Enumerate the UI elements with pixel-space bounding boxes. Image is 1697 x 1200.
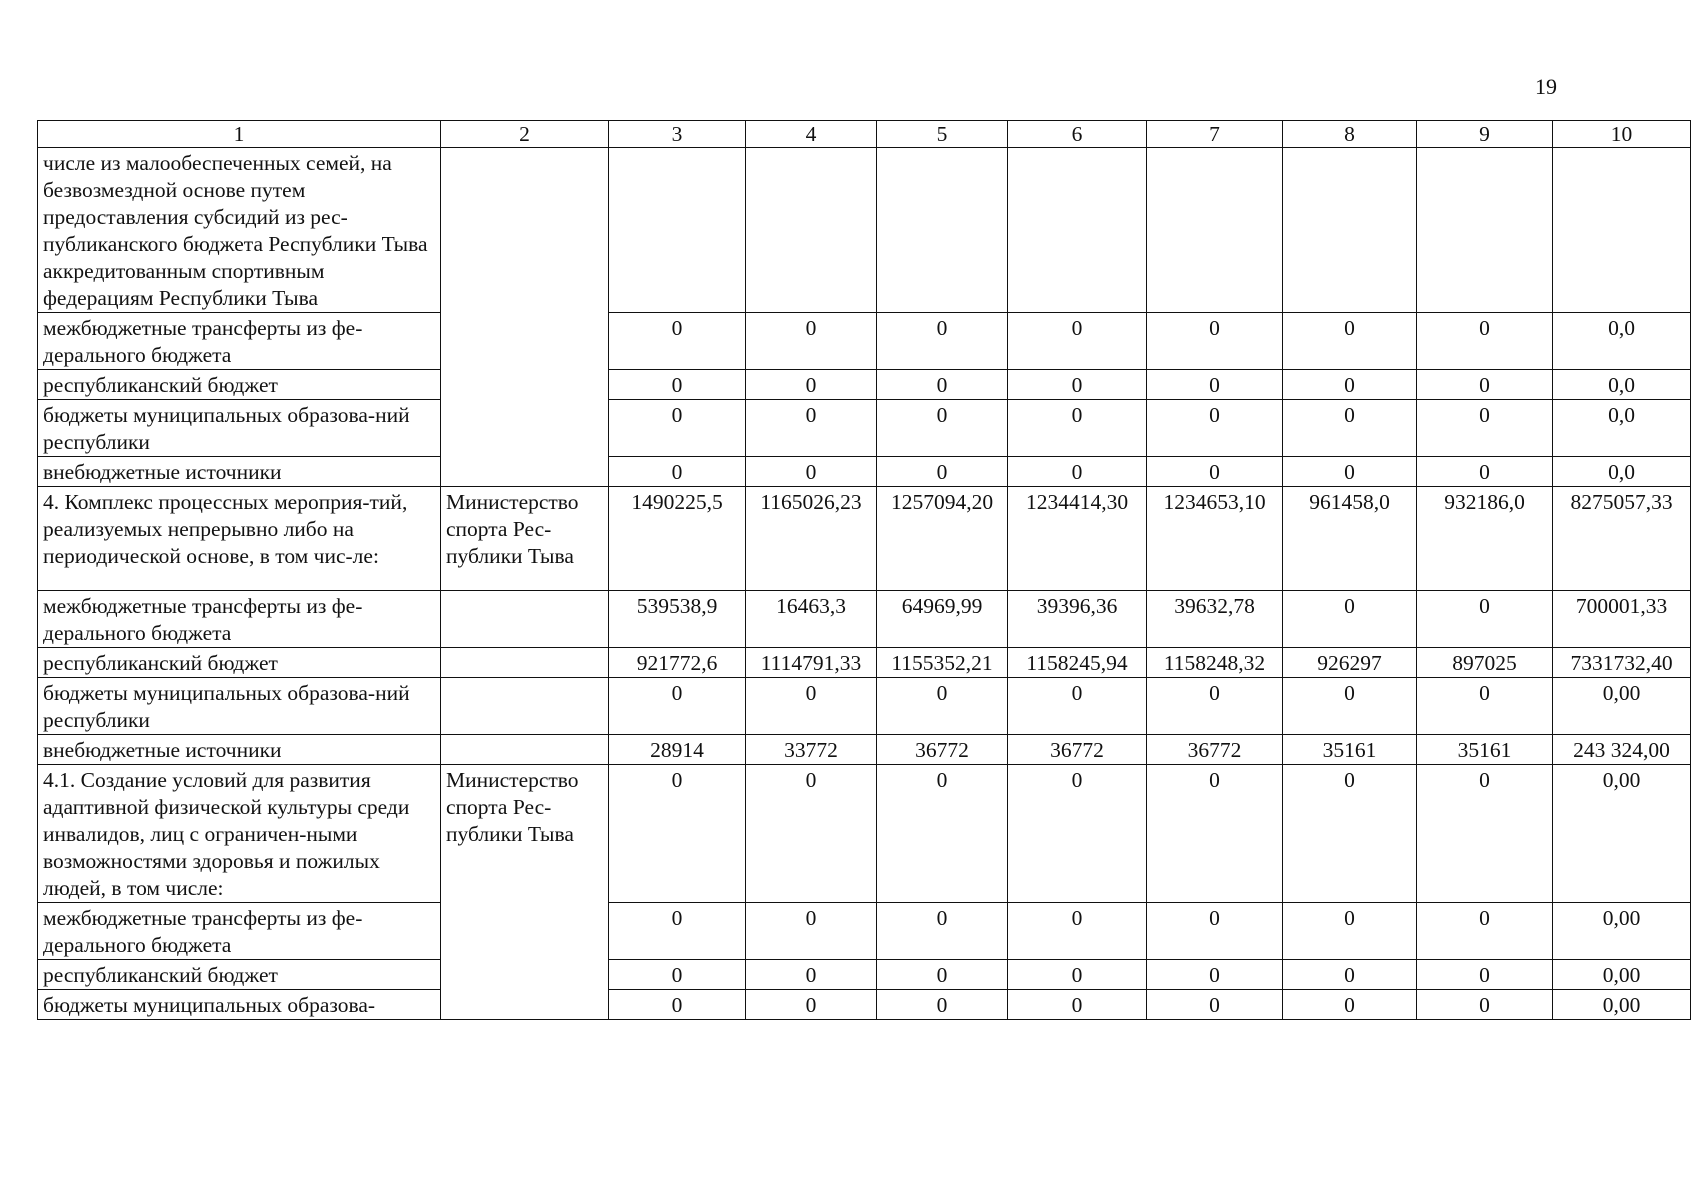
value-cell-col-8: 0 [1283, 678, 1417, 735]
value-cell-col-4: 0 [746, 765, 877, 903]
value-cell-col-7: 1234653,10 [1147, 487, 1283, 591]
value-cell-col-5: 64969,99 [877, 591, 1008, 648]
executor-cell [441, 148, 609, 487]
executor-cell [441, 648, 609, 678]
value-cell-col-9: 35161 [1417, 735, 1553, 765]
value-cell-col-10: 0,00 [1553, 903, 1691, 960]
table-row [38, 591, 1691, 648]
header-cell: 5 [877, 121, 1008, 148]
value-cell-col-6: 1158245,94 [1008, 648, 1147, 678]
value-cell-col-9: 0 [1417, 678, 1553, 735]
header-cell: 2 [441, 121, 609, 148]
value-cell-col-7 [1147, 148, 1283, 313]
value-cell-col-7: 0 [1147, 678, 1283, 735]
value-cell-col-5: 1155352,21 [877, 648, 1008, 678]
value-cell-col-8: 0 [1283, 765, 1417, 903]
value-cell-col-10: 0,00 [1553, 765, 1691, 903]
value-cell-col-5: 0 [877, 457, 1008, 487]
table-row [38, 990, 1691, 1020]
value-cell-col-4: 0 [746, 457, 877, 487]
table-row [38, 960, 1691, 990]
value-cell-col-7: 0 [1147, 990, 1283, 1020]
value-cell-col-10: 0,00 [1553, 990, 1691, 1020]
value-cell-col-4: 0 [746, 960, 877, 990]
row-label: республиканский бюджет [38, 648, 441, 678]
value-cell-col-4: 0 [746, 370, 877, 400]
value-cell-col-6: 39396,36 [1008, 591, 1147, 648]
value-cell-col-10: 0,00 [1553, 678, 1691, 735]
row-label: внебюджетные источники [38, 457, 441, 487]
row-label: республиканский бюджет [38, 960, 441, 990]
row-label: 4.1. Создание условий для развития адаптивной физической культуры среди инвалидов, лиц с ограничен-ными возможностями здоровья и пожилых людей, в том числе: [38, 765, 441, 903]
value-cell-col-9: 0 [1417, 457, 1553, 487]
value-cell-col-5: 0 [877, 370, 1008, 400]
value-cell-col-7: 0 [1147, 313, 1283, 370]
value-cell-col-7: 39632,78 [1147, 591, 1283, 648]
value-cell-col-8: 0 [1283, 591, 1417, 648]
value-cell-col-5: 0 [877, 960, 1008, 990]
value-cell-col-4: 16463,3 [746, 591, 877, 648]
value-cell-col-5: 0 [877, 400, 1008, 457]
header-cell: 4 [746, 121, 877, 148]
value-cell-col-8: 0 [1283, 370, 1417, 400]
value-cell-col-6: 0 [1008, 765, 1147, 903]
value-cell-col-4: 0 [746, 990, 877, 1020]
value-cell-col-3: 0 [609, 370, 746, 400]
table-row [38, 370, 1691, 400]
value-cell-col-10: 8275057,33 [1553, 487, 1691, 591]
value-cell-col-5: 0 [877, 903, 1008, 960]
value-cell-col-5: 0 [877, 990, 1008, 1020]
header-row [38, 121, 1691, 148]
header-cell: 3 [609, 121, 746, 148]
row-label: 4. Комплекс процессных мероприя-тий, реализуемых непрерывно либо на периодической основе, в том чис-ле: [38, 487, 441, 591]
value-cell-col-5: 0 [877, 765, 1008, 903]
value-cell-col-6: 0 [1008, 370, 1147, 400]
value-cell-col-7: 1158248,32 [1147, 648, 1283, 678]
value-cell-col-7: 0 [1147, 903, 1283, 960]
value-cell-col-10: 0,0 [1553, 313, 1691, 370]
value-cell-col-9: 0 [1417, 903, 1553, 960]
value-cell-col-10: 0,0 [1553, 400, 1691, 457]
value-cell-col-7: 36772 [1147, 735, 1283, 765]
value-cell-col-6: 0 [1008, 678, 1147, 735]
value-cell-col-7: 0 [1147, 457, 1283, 487]
header-cell: 7 [1147, 121, 1283, 148]
value-cell-col-3: 0 [609, 313, 746, 370]
value-cell-col-9: 0 [1417, 765, 1553, 903]
value-cell-col-6: 0 [1008, 990, 1147, 1020]
header-cell: 8 [1283, 121, 1417, 148]
value-cell-col-10 [1553, 148, 1691, 313]
row-label: межбюджетные трансферты из фе-дерального бюджета [38, 903, 441, 960]
executor-cell: Министерство спорта Рес-публики Тыва [441, 487, 609, 591]
value-cell-col-6: 0 [1008, 457, 1147, 487]
header-cell: 9 [1417, 121, 1553, 148]
value-cell-col-4 [746, 148, 877, 313]
header-cell: 1 [38, 121, 441, 148]
value-cell-col-4: 1114791,33 [746, 648, 877, 678]
table-row [38, 313, 1691, 370]
value-cell-col-5: 36772 [877, 735, 1008, 765]
table-body [38, 121, 1691, 1020]
row-label: бюджеты муниципальных образова- [38, 990, 441, 1020]
value-cell-col-8: 0 [1283, 457, 1417, 487]
row-label: межбюджетные трансферты из фе-дерального бюджета [38, 591, 441, 648]
value-cell-col-7: 0 [1147, 370, 1283, 400]
value-cell-col-3: 921772,6 [609, 648, 746, 678]
table-row [38, 735, 1691, 765]
row-label: республиканский бюджет [38, 370, 441, 400]
value-cell-col-10: 700001,33 [1553, 591, 1691, 648]
value-cell-col-4: 1165026,23 [746, 487, 877, 591]
value-cell-col-9: 897025 [1417, 648, 1553, 678]
table-row [38, 487, 1691, 591]
table-row [38, 678, 1691, 735]
value-cell-col-6: 1234414,30 [1008, 487, 1147, 591]
value-cell-col-3 [609, 148, 746, 313]
row-label: бюджеты муниципальных образова-ний республики [38, 678, 441, 735]
value-cell-col-9: 0 [1417, 313, 1553, 370]
value-cell-col-8: 0 [1283, 903, 1417, 960]
value-cell-col-4: 0 [746, 313, 877, 370]
value-cell-col-6: 0 [1008, 903, 1147, 960]
value-cell-col-4: 33772 [746, 735, 877, 765]
table-row [38, 148, 1691, 313]
value-cell-col-3: 28914 [609, 735, 746, 765]
table-row [38, 648, 1691, 678]
value-cell-col-6: 0 [1008, 400, 1147, 457]
value-cell-col-9: 0 [1417, 960, 1553, 990]
value-cell-col-5: 0 [877, 313, 1008, 370]
value-cell-col-8: 0 [1283, 400, 1417, 457]
value-cell-col-9: 0 [1417, 990, 1553, 1020]
value-cell-col-8: 961458,0 [1283, 487, 1417, 591]
value-cell-col-10: 243 324,00 [1553, 735, 1691, 765]
value-cell-col-5: 0 [877, 678, 1008, 735]
row-label: межбюджетные трансферты из фе-дерального бюджета [38, 313, 441, 370]
table-row [38, 400, 1691, 457]
executor-cell [441, 591, 609, 648]
value-cell-col-8: 926297 [1283, 648, 1417, 678]
value-cell-col-8: 0 [1283, 313, 1417, 370]
value-cell-col-5: 1257094,20 [877, 487, 1008, 591]
value-cell-col-6: 0 [1008, 960, 1147, 990]
value-cell-col-3: 0 [609, 960, 746, 990]
value-cell-col-4: 0 [746, 678, 877, 735]
value-cell-col-5 [877, 148, 1008, 313]
value-cell-col-3: 0 [609, 400, 746, 457]
value-cell-col-3: 0 [609, 990, 746, 1020]
value-cell-col-7: 0 [1147, 400, 1283, 457]
executor-cell: Министерство спорта Рес-публики Тыва [441, 765, 609, 1020]
executor-cell [441, 735, 609, 765]
value-cell-col-9: 0 [1417, 591, 1553, 648]
value-cell-col-4: 0 [746, 903, 877, 960]
row-label: внебюджетные источники [38, 735, 441, 765]
header-cell: 10 [1553, 121, 1691, 148]
value-cell-col-8 [1283, 148, 1417, 313]
table-row [38, 903, 1691, 960]
value-cell-col-7: 0 [1147, 765, 1283, 903]
value-cell-col-10: 0,0 [1553, 370, 1691, 400]
executor-cell [441, 678, 609, 735]
value-cell-col-9: 0 [1417, 370, 1553, 400]
budget-table [37, 120, 1691, 1020]
value-cell-col-3: 0 [609, 457, 746, 487]
value-cell-col-8: 0 [1283, 990, 1417, 1020]
value-cell-col-7: 0 [1147, 960, 1283, 990]
value-cell-col-9: 0 [1417, 400, 1553, 457]
value-cell-col-9 [1417, 148, 1553, 313]
value-cell-col-3: 0 [609, 765, 746, 903]
value-cell-col-6 [1008, 148, 1147, 313]
value-cell-col-10: 0,00 [1553, 960, 1691, 990]
header-cell: 6 [1008, 121, 1147, 148]
value-cell-col-8: 0 [1283, 960, 1417, 990]
value-cell-col-6: 36772 [1008, 735, 1147, 765]
value-cell-col-10: 0,0 [1553, 457, 1691, 487]
value-cell-col-3: 0 [609, 903, 746, 960]
value-cell-col-9: 932186,0 [1417, 487, 1553, 591]
value-cell-col-3: 539538,9 [609, 591, 746, 648]
row-label: числе из малообеспеченных семей, на безвозмездной основе путем предоставления субсидий из рес-публиканского бюджета Республики Тыва аккредитованным спортивным федерациям Республики Тыва [38, 148, 441, 313]
page-number: 19 [1535, 74, 1557, 99]
value-cell-col-6: 0 [1008, 313, 1147, 370]
row-label: бюджеты муниципальных образова-ний республики [38, 400, 441, 457]
value-cell-col-10: 7331732,40 [1553, 648, 1691, 678]
value-cell-col-3: 0 [609, 678, 746, 735]
value-cell-col-8: 35161 [1283, 735, 1417, 765]
value-cell-col-3: 1490225,5 [609, 487, 746, 591]
table-row [38, 457, 1691, 487]
value-cell-col-4: 0 [746, 400, 877, 457]
table-row [38, 765, 1691, 903]
